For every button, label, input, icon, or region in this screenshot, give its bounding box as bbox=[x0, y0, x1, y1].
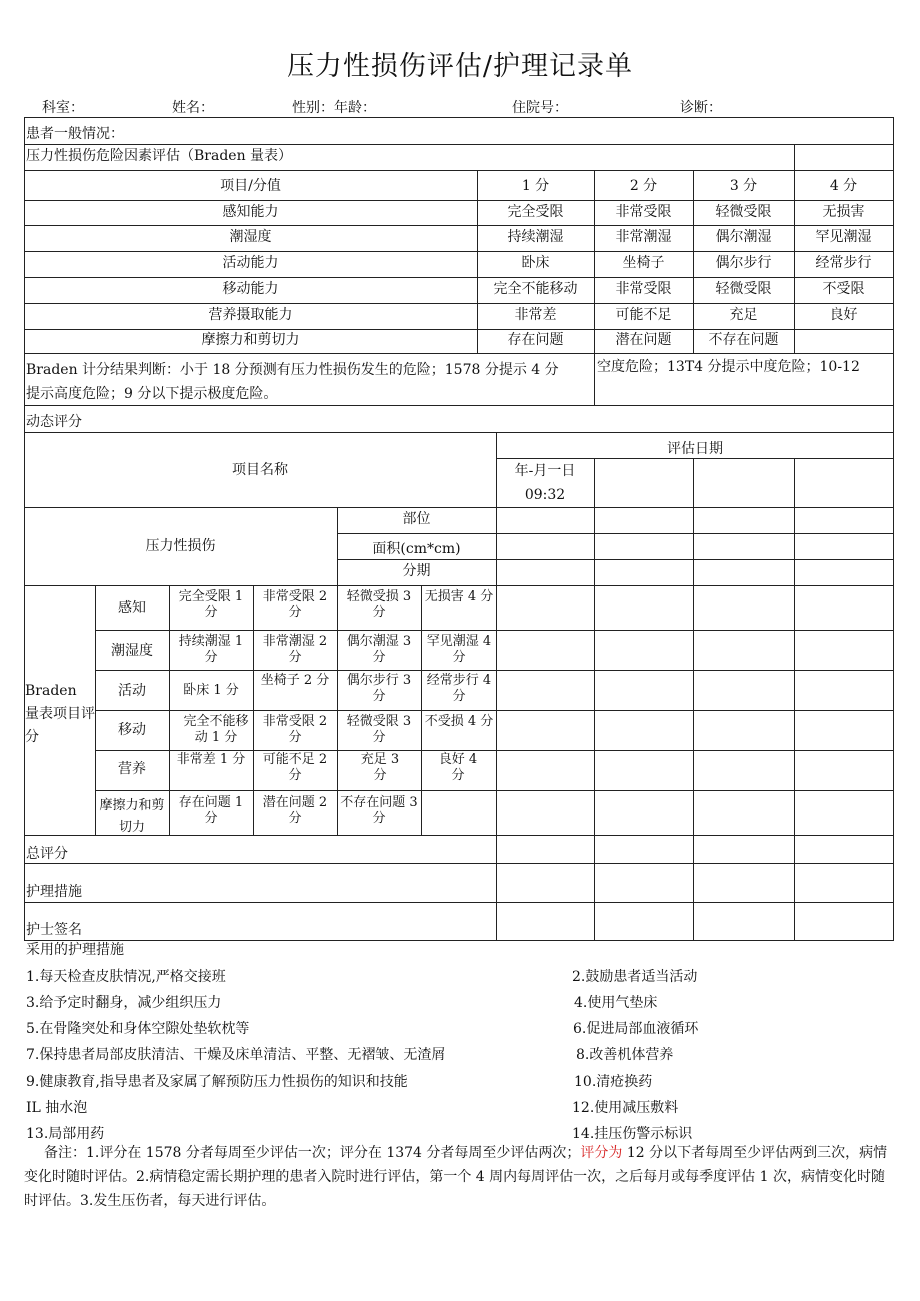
braden-cell: 可能不足 bbox=[615, 307, 672, 323]
score-option: 偶尔潮湿 3 分 bbox=[346, 634, 412, 665]
stage-label: 分期 bbox=[402, 563, 431, 579]
braden-cell: 非常潮湿 bbox=[615, 229, 672, 245]
nurse-signature-label: 护士签名 bbox=[26, 922, 82, 938]
braden-head-item: 项目/分值 bbox=[220, 178, 281, 194]
judgement-line-1: Braden 计分结果判断：小于 18 分预测有压力性损伤发生的危险；1578 分提示 4 分 bbox=[26, 362, 559, 378]
footnote-red-text: 评分为 bbox=[580, 1145, 623, 1161]
nursing-measures-label: 护理措施 bbox=[26, 884, 82, 900]
measure-item: 7.保持患者局部皮肤清洁、干燥及床单清洁、平整、无褶皱、无渣屑 bbox=[26, 1047, 446, 1063]
braden-cell: 完全不能移动 bbox=[493, 281, 578, 297]
score-option: 持续潮湿 1 分 bbox=[178, 634, 244, 665]
adopted-title: 采用的护理措施 bbox=[26, 942, 124, 958]
adopted-measures-section bbox=[24, 941, 894, 1142]
braden-cell: 偶尔步行 bbox=[715, 255, 772, 271]
score-option: 非常受限 2 分 bbox=[262, 714, 328, 745]
score-option: 偶尔步行 3 分 bbox=[346, 673, 412, 704]
score-option: 不存在问题 3 分 bbox=[340, 795, 418, 826]
score-option: 非常受限 2 分 bbox=[262, 589, 328, 620]
braden-cell: 偶尔潮湿 bbox=[715, 229, 772, 245]
page-title: 压力性损伤评估/护理记录单 bbox=[286, 51, 634, 82]
score-option: 完全不能移动 1 分 bbox=[183, 714, 249, 745]
footnote-part-1: 备注：1.评分在 1578 分者每周至少评估一次；评分在 1374 分者每周至少评估两次； bbox=[44, 1145, 581, 1161]
braden-cell: 良好 bbox=[829, 307, 858, 323]
score-option: 非常潮湿 2 分 bbox=[262, 634, 328, 665]
general-info-label: 患者一般情况： bbox=[26, 126, 124, 142]
braden-cell: 完全受限 bbox=[507, 204, 564, 220]
dynamic-item-name: 营养 bbox=[118, 761, 146, 777]
braden-head-4: 4 分 bbox=[829, 178, 858, 194]
total-score-label: 总评分 bbox=[26, 846, 68, 862]
braden-head-2: 2 分 bbox=[629, 178, 658, 194]
braden-group-label: Braden 量表项目评分 bbox=[25, 683, 95, 745]
braden-cell: 非常受限 bbox=[615, 281, 672, 297]
score-option: 潜在问题 2 分 bbox=[262, 795, 328, 826]
braden-cell: 轻微受限 bbox=[715, 281, 772, 297]
score-option: 无损害 4 分 bbox=[424, 589, 494, 604]
item-name-header: 项目名称 bbox=[232, 462, 288, 478]
score-option: 充足 3 分 bbox=[360, 752, 400, 783]
measure-item: 9.健康教育,指导患者及家属了解预防压力性损伤的知识和技能 bbox=[26, 1074, 408, 1090]
score-option: 可能不足 2 分 bbox=[262, 752, 328, 783]
score-option: 罕见潮湿 4 分 bbox=[426, 634, 492, 665]
eval-date-header: 评估日期 bbox=[667, 441, 723, 457]
name-label: 姓名： bbox=[172, 100, 214, 116]
score-option: 良好 4 分 bbox=[438, 752, 478, 783]
braden-cell: 移动能力 bbox=[222, 281, 279, 297]
measure-item: 3.给予定时翻身，减少组织压力 bbox=[26, 995, 222, 1011]
inpatient-no-label: 住院号： bbox=[512, 100, 568, 116]
area-label: 面积(cm*cm) bbox=[372, 541, 461, 557]
braden-cell: 潜在问题 bbox=[615, 332, 672, 348]
diagnosis-label: 诊断： bbox=[680, 100, 722, 116]
dynamic-item-name: 活动 bbox=[118, 683, 146, 699]
braden-cell: 摩擦力和剪切力 bbox=[201, 332, 300, 348]
braden-cell: 罕见潮湿 bbox=[815, 229, 872, 245]
dynamic-item-name: 移动 bbox=[118, 722, 146, 738]
braden-cell: 非常差 bbox=[514, 307, 557, 323]
measure-item: 10.清疮换药 bbox=[574, 1074, 653, 1090]
dynamic-item-name: 摩擦力和剪切力 bbox=[99, 798, 165, 835]
score-option: 轻微受限 3 分 bbox=[346, 714, 412, 745]
site-label: 部位 bbox=[402, 511, 431, 527]
braden-cell: 无损害 bbox=[822, 204, 865, 220]
measure-item: 2.鼓励患者适当活动 bbox=[572, 969, 698, 985]
braden-head-1: 1 分 bbox=[521, 178, 550, 194]
dynamic-title: 动态评分 bbox=[26, 414, 82, 430]
pressure-injury-label: 压力性损伤 bbox=[145, 538, 216, 554]
footnote-part-2: 12 分以下者每周至少评估两到三次，病情变化时随时评估。2.病情稳定需长期护理的患者入院时进行评估，第一个 4 周内每周评估一次，之后每月或每季度评估 1 次，病情变化时随时评估。3.发生压伤者，每天进行评估。 bbox=[24, 1145, 888, 1209]
braden-cell: 营养摄取能力 bbox=[208, 307, 293, 323]
score-option: 存在问题 1 分 bbox=[178, 795, 244, 826]
braden-cell: 感知能力 bbox=[222, 204, 279, 220]
score-option: 卧床 1 分 bbox=[183, 683, 239, 698]
measure-item: 12.使用减压敷料 bbox=[572, 1100, 679, 1116]
braden-cell: 不受限 bbox=[822, 281, 865, 297]
braden-cell: 持续潮湿 bbox=[507, 229, 564, 245]
braden-cell: 轻微受限 bbox=[715, 204, 772, 220]
score-option: 不受损 4 分 bbox=[424, 714, 494, 729]
footnote bbox=[24, 1141, 892, 1213]
judgement-right: 空度危险；13T4 分提示中度危险；10-12 bbox=[597, 359, 860, 375]
braden-cell: 坐椅子 bbox=[622, 255, 665, 271]
judgement-line-2: 提示高度危险；9 分以下提示极度危险。 bbox=[26, 386, 278, 402]
measure-item: 6.促进局部血液循环 bbox=[573, 1021, 699, 1037]
score-option: 非常差 1 分 bbox=[176, 752, 246, 767]
dynamic-item-name: 潮湿度 bbox=[111, 643, 153, 659]
measure-item: 13.局部用药 bbox=[26, 1126, 105, 1142]
braden-head-3: 3 分 bbox=[729, 178, 758, 194]
dept-label: 科室： bbox=[42, 100, 84, 116]
dynamic-item-name: 感知 bbox=[118, 600, 146, 616]
braden-title: 压力性损伤危险因素评估（Braden 量表） bbox=[26, 148, 293, 164]
measure-item: 5.在骨隆突处和身体空隙处垫软枕等 bbox=[26, 1021, 250, 1037]
braden-cell: 存在问题 bbox=[507, 332, 564, 348]
measure-item: 1.每天检查皮肤情况,严格交接班 bbox=[26, 969, 226, 985]
score-option: 完全受限 1 分 bbox=[178, 589, 244, 620]
measure-item: 14.挂压伤警示标识 bbox=[572, 1126, 693, 1142]
measure-item: 4.使用气垫床 bbox=[574, 995, 658, 1011]
score-option: 经常步行 4 分 bbox=[426, 673, 492, 704]
measure-item: IL 抽水泡 bbox=[26, 1100, 88, 1116]
date-format: 年-月一日 bbox=[514, 463, 576, 479]
braden-cell: 卧床 bbox=[521, 255, 550, 271]
braden-cell: 充足 bbox=[729, 307, 758, 323]
time-value: 09:32 bbox=[524, 487, 566, 503]
braden-cell: 不存在问题 bbox=[708, 332, 779, 348]
braden-cell: 非常受限 bbox=[615, 204, 672, 220]
score-option: 坐椅子 2 分 bbox=[260, 673, 330, 688]
score-option: 轻微受损 3 分 bbox=[346, 589, 412, 620]
braden-cell: 活动能力 bbox=[222, 255, 279, 271]
measure-item: 8.改善机体营养 bbox=[576, 1047, 674, 1063]
gender-age-label: 性别：年龄： bbox=[292, 100, 376, 116]
braden-cell: 经常步行 bbox=[815, 255, 872, 271]
braden-cell: 潮湿度 bbox=[229, 229, 272, 245]
